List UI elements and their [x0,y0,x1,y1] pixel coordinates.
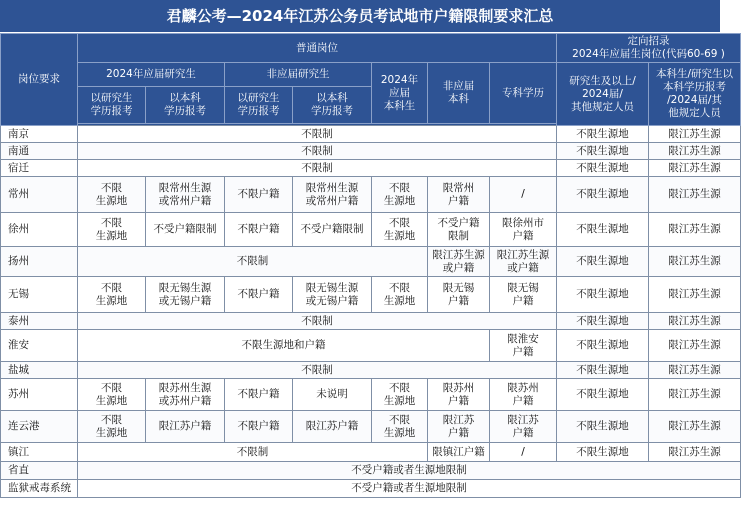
directed-grad-cell: 不限生源地 [557,143,649,160]
directed-undergrad-cell: 限江苏生源 [649,277,741,313]
requirement-cell: 限常州生源 或常州户籍 [293,177,372,213]
directed-grad-cell: 不限生源地 [557,247,649,277]
header-college: 专科学历 [490,63,557,124]
requirement-cell: 限苏州生源 或苏州户籍 [146,379,225,411]
household-restriction-table [0,33,741,498]
directed-undergrad-cell: 限江苏生源 [649,379,741,411]
directed-undergrad-cell: 限江苏生源 [649,213,741,247]
table-row [1,379,741,411]
header-general-post: 普通岗位 [78,34,557,63]
requirement-cell: 不限生源地和户籍 [78,330,490,362]
city-name: 盐城 [1,362,78,379]
requirement-cell: 不限户籍 [225,411,293,443]
requirement-cell: / [490,443,557,462]
requirement-cell: 限江苏生源 或户籍 [428,247,490,277]
directed-grad-cell: 不限生源地 [557,213,649,247]
city-name: 苏州 [1,379,78,411]
city-name: 监狱戒毒系统 [1,480,78,498]
city-name: 南通 [1,143,78,160]
table-row [1,313,741,330]
requirement-cell: 不限制 [78,126,557,143]
requirement-cell: 不限制 [78,313,557,330]
requirement-cell: 不限制 [78,443,428,462]
directed-grad-cell: 不限生源地 [557,362,649,379]
header-sub-non-a: 以研究生 学历报考 [225,87,293,124]
directed-undergrad-cell: 限江苏生源 [649,247,741,277]
requirement-cell: 不限 生源地 [78,213,146,247]
requirement-cell: 限镇江户籍 [428,443,490,462]
table-row [1,126,741,143]
directed-grad-cell: 不限生源地 [557,330,649,362]
requirement-cell: 限无锡生源 或无锡户籍 [146,277,225,313]
requirement-cell: 不限 生源地 [372,379,428,411]
requirement-cell: 不受户籍或者生源地限制 [78,480,741,498]
requirement-cell: 限苏州 户籍 [428,379,490,411]
requirement-cell: 不限制 [78,143,557,160]
directed-undergrad-cell: 限江苏生源 [649,443,741,462]
requirement-cell: 不限制 [78,247,428,277]
table-row [1,160,741,177]
city-name: 淮安 [1,330,78,362]
directed-grad-cell: 不限生源地 [557,126,649,143]
directed-undergrad-cell: 限江苏生源 [649,160,741,177]
requirement-cell: 限常州生源 或常州户籍 [146,177,225,213]
requirement-cell: 不限户籍 [225,379,293,411]
table-row [1,213,741,247]
requirement-cell: 限江苏 户籍 [428,411,490,443]
header-grad-2024: 2024年应届研究生 [78,63,225,87]
directed-undergrad-cell: 限江苏生源 [649,143,741,160]
requirement-cell: 限无锡 户籍 [428,277,490,313]
table-row [1,443,741,462]
requirement-cell: 不限 生源地 [372,213,428,247]
directed-undergrad-cell: 限江苏生源 [649,177,741,213]
table-row [1,247,741,277]
requirement-cell: 不限户籍 [225,213,293,247]
requirement-cell: 限无锡生源 或无锡户籍 [293,277,372,313]
header-sub-grad-b: 以本科 学历报考 [146,87,225,124]
table-row [1,362,741,379]
requirement-cell: 限常州 户籍 [428,177,490,213]
table-row [1,462,741,480]
directed-grad-cell: 不限生源地 [557,277,649,313]
table-row [1,480,741,498]
requirement-cell: 不限制 [78,362,557,379]
city-name: 徐州 [1,213,78,247]
requirement-cell: 不受户籍 限制 [428,213,490,247]
requirement-cell: 不限户籍 [225,177,293,213]
directed-grad-cell: 不限生源地 [557,411,649,443]
requirement-cell: 限淮安 户籍 [490,330,557,362]
requirement-cell: 不限 生源地 [78,411,146,443]
directed-undergrad-cell: 限江苏生源 [649,126,741,143]
page-title: 君麟公考—2024年江苏公务员考试地市户籍限制要求汇总 [0,0,720,33]
requirement-cell: 未说明 [293,379,372,411]
city-name: 常州 [1,177,78,213]
header-undergrad-2024: 2024年 应届 本科生 [372,63,428,124]
directed-undergrad-cell: 限江苏生源 [649,330,741,362]
directed-grad-cell: 不限生源地 [557,379,649,411]
directed-grad-cell: 不限生源地 [557,443,649,462]
header-directed-undergrad: 本科生/研究生以 本科学历报考 /2024届/其 他规定人员 [649,63,741,126]
header-nongrad: 非应届研究生 [225,63,372,87]
table-row [1,177,741,213]
requirement-cell: 不限 生源地 [78,177,146,213]
header-sub-non-b: 以本科 学历报考 [293,87,372,124]
city-name: 南京 [1,126,78,143]
requirement-cell: 不限 生源地 [78,379,146,411]
city-name: 宿迁 [1,160,78,177]
header-non-undergrad: 非应届 本科 [428,63,490,124]
directed-undergrad-cell: 限江苏生源 [649,411,741,443]
directed-undergrad-cell: 限江苏生源 [649,313,741,330]
city-name: 泰州 [1,313,78,330]
requirement-cell: 不限户籍 [225,277,293,313]
directed-grad-cell: 不限生源地 [557,160,649,177]
requirement-cell: 限江苏户籍 [293,411,372,443]
requirement-cell: 限江苏 户籍 [490,411,557,443]
header-directed-grad: 研究生及以上/ 2024届/ 其他规定人员 [557,63,649,126]
requirement-cell: 限江苏户籍 [146,411,225,443]
header-directed-post: 定向招录 2024年应届生岗位(代码60-69 ) [557,34,741,63]
requirement-cell: 不受户籍或者生源地限制 [78,462,741,480]
city-name: 扬州 [1,247,78,277]
city-name: 连云港 [1,411,78,443]
requirement-cell: / [490,177,557,213]
city-name: 镇江 [1,443,78,462]
requirement-cell: 限苏州 户籍 [490,379,557,411]
table-row [1,143,741,160]
requirement-cell: 限徐州市 户籍 [490,213,557,247]
table-row [1,330,741,362]
directed-grad-cell: 不限生源地 [557,313,649,330]
table-row [1,411,741,443]
directed-undergrad-cell: 限江苏生源 [649,362,741,379]
requirement-cell: 不限 生源地 [372,277,428,313]
requirement-cell: 限江苏生源 或户籍 [490,247,557,277]
table-row [1,277,741,313]
requirement-cell: 限无锡 户籍 [490,277,557,313]
city-name: 无锡 [1,277,78,313]
requirement-cell: 不限 生源地 [372,411,428,443]
header-sub-grad-a: 以研究生 学历报考 [78,87,146,124]
requirement-cell: 不限 生源地 [78,277,146,313]
requirement-cell: 不限 生源地 [372,177,428,213]
header-post-requirement: 岗位要求 [1,34,78,126]
requirement-cell: 不受户籍限制 [293,213,372,247]
requirement-cell: 不受户籍限制 [146,213,225,247]
directed-grad-cell: 不限生源地 [557,177,649,213]
requirement-cell: 不限制 [78,160,557,177]
city-name: 省直 [1,462,78,480]
